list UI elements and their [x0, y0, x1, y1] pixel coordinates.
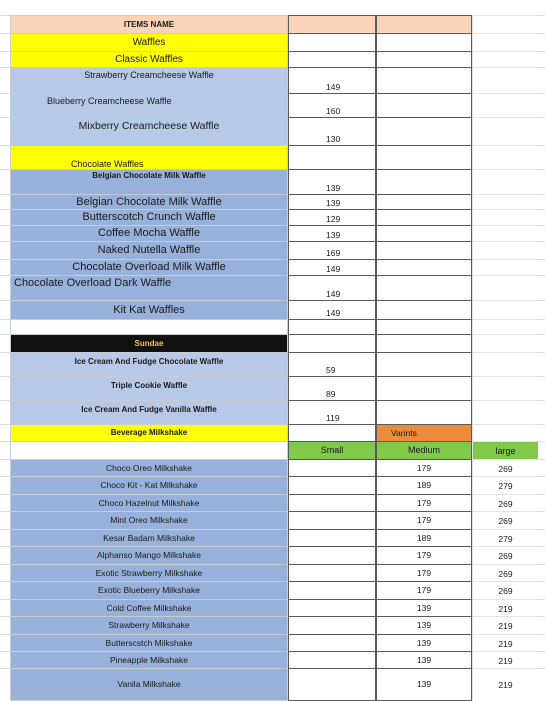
- cell-r25-c1: [288, 511, 376, 530]
- cell-r30-c2: 139: [376, 599, 472, 618]
- cell-r0-c3: [472, 15, 538, 34]
- cell-r19-c0: Ice Cream And Fudge Vanilla Waffle: [10, 400, 288, 425]
- cell-r9-c3: [472, 209, 538, 226]
- cell-r27-c3: 269: [472, 546, 538, 565]
- cell-r2-c2: [376, 51, 472, 68]
- cell-r34-c2: 139: [376, 668, 472, 701]
- cell-r30-c0: Cold Coffee Milkshake: [10, 599, 288, 618]
- cell-r10-c1: 139: [288, 225, 376, 242]
- cell-r27-c0: Alphanso Mango Milkshake: [10, 546, 288, 565]
- cell-r3-c1: 149: [288, 67, 376, 94]
- cell-r33-c2: 139: [376, 651, 472, 670]
- cell-r27-c1: [288, 546, 376, 565]
- cell-r30-c3: 219: [472, 599, 538, 618]
- cell-r28-c2: 179: [376, 564, 472, 583]
- cell-r1-c3: [472, 33, 538, 52]
- cell-r4-c0: Blueberry Creamcheese Waffle: [10, 93, 288, 118]
- cell-r23-c3: 279: [472, 476, 538, 495]
- cell-r2-c3: [472, 51, 538, 68]
- cell-r12-c1: 149: [288, 259, 376, 276]
- cell-r13-c0: Chocolate Overload Dark Waffle: [10, 275, 288, 301]
- cell-r7-c1: 139: [288, 169, 376, 195]
- cell-r16-c3: [472, 334, 538, 353]
- cell-r0-c2: [376, 15, 472, 34]
- cell-r9-c0: Butterscotch Crunch Waffle: [10, 209, 288, 226]
- cell-r14-c0: Kit Kat Waffles: [10, 300, 288, 320]
- cell-r12-c3: [472, 259, 538, 276]
- cell-r6-c2: [376, 145, 472, 170]
- cell-r19-c1: 119: [288, 400, 376, 425]
- cell-r25-c3: 269: [472, 511, 538, 530]
- cell-r29-c3: 269: [472, 581, 538, 600]
- cell-r20-c1: [288, 424, 376, 442]
- cell-r13-c3: [472, 275, 538, 301]
- cell-r11-c3: [472, 241, 538, 260]
- cell-r10-c2: [376, 225, 472, 242]
- cell-r5-c1: 130: [288, 117, 376, 146]
- cell-r29-c0: Exotic Blueberry Milkshake: [10, 581, 288, 600]
- cell-r15-c0: [10, 319, 288, 335]
- cell-r21-c0: [10, 441, 288, 460]
- cell-r18-c2: [376, 376, 472, 401]
- cell-r9-c2: [376, 209, 472, 226]
- cell-r3-c2: [376, 67, 472, 94]
- cell-r23-c0: Choco Kit - Kat Milkshake: [10, 476, 288, 495]
- cell-r22-c0: Choco Oreo Milkshake: [10, 459, 288, 478]
- cell-r17-c1: 59: [288, 352, 376, 377]
- cell-r15-c1: [288, 319, 376, 335]
- cell-r24-c2: 179: [376, 494, 472, 513]
- cell-r3-c0: Strawberry Creamcheese Waffle: [10, 67, 288, 94]
- cell-r9-c1: 129: [288, 209, 376, 226]
- cell-r23-c1: [288, 476, 376, 495]
- cell-r17-c3: [472, 352, 538, 377]
- cell-r1-c2: [376, 33, 472, 52]
- cell-r5-c0: Mixberry Creamcheese Waffle: [10, 117, 288, 146]
- cell-r8-c1: 139: [288, 194, 376, 210]
- cell-r8-c0: Belgian Chocolate Milk Waffle: [10, 194, 288, 210]
- cell-r29-c2: 179: [376, 581, 472, 600]
- cell-r32-c3: 219: [472, 634, 538, 653]
- cell-r26-c3: 279: [472, 529, 538, 548]
- cell-r7-c0: Belgian Chocolate Milk Waffle: [10, 169, 288, 195]
- cell-r31-c0: Strawberry Milkshake: [10, 616, 288, 635]
- cell-r21-c2: Medium: [376, 441, 472, 460]
- cell-r11-c1: 169: [288, 241, 376, 260]
- cell-r28-c3: 269: [472, 564, 538, 583]
- cell-r31-c3: 219: [472, 616, 538, 635]
- cell-r17-c0: Ice Cream And Fudge Chocolate Waffle: [10, 352, 288, 377]
- cell-r7-c3: [472, 169, 538, 195]
- cell-r24-c0: Choco Hazelnut Milkshake: [10, 494, 288, 513]
- cell-r16-c1: [288, 334, 376, 353]
- cell-r11-c0: Naked Nutella Waffle: [10, 241, 288, 260]
- cell-r20-c0: Beverage Milkshake: [10, 424, 288, 442]
- cell-r32-c2: 139: [376, 634, 472, 653]
- cell-r22-c2: 179: [376, 459, 472, 478]
- cell-r11-c2: [376, 241, 472, 260]
- cell-r20-c2: Varints: [376, 424, 472, 442]
- cell-r13-c2: [376, 275, 472, 301]
- cell-r14-c1: 149: [288, 300, 376, 320]
- cell-r8-c2: [376, 194, 472, 210]
- cell-r19-c2: [376, 400, 472, 425]
- cell-r16-c2: [376, 334, 472, 353]
- cell-r0-c1: [288, 15, 376, 34]
- cell-r3-c3: [472, 67, 538, 94]
- cell-r4-c1: 160: [288, 93, 376, 118]
- cell-r28-c0: Exotic Strawberry Milkshake: [10, 564, 288, 583]
- cell-r25-c0: Mint Oreo Milkshake: [10, 511, 288, 530]
- cell-r33-c0: Pineapple Milkshake: [10, 651, 288, 670]
- cell-r6-c0: Chocolate Waffles: [10, 145, 288, 170]
- cell-r19-c3: [472, 400, 538, 425]
- cell-r13-c1: 149: [288, 275, 376, 301]
- cell-r1-c0: Waffles: [10, 33, 288, 52]
- cell-r7-c2: [376, 169, 472, 195]
- cell-r22-c3: 269: [472, 459, 538, 478]
- cell-r15-c2: [376, 319, 472, 335]
- cell-r17-c2: [376, 352, 472, 377]
- cell-r14-c3: [472, 300, 538, 320]
- cell-r24-c3: 269: [472, 494, 538, 513]
- cell-r2-c0: Classic Waffles: [10, 51, 288, 68]
- cell-r5-c2: [376, 117, 472, 146]
- cell-r26-c0: Kesar Badam Milkshake: [10, 529, 288, 548]
- cell-r15-c3: [472, 319, 538, 335]
- cell-r10-c0: Coffee Mocha Waffle: [10, 225, 288, 242]
- cell-r14-c2: [376, 300, 472, 320]
- cell-r18-c0: Triple Cookie Waffle: [10, 376, 288, 401]
- cell-r6-c3: [472, 145, 538, 170]
- cell-r27-c2: 179: [376, 546, 472, 565]
- cell-r4-c3: [472, 93, 538, 118]
- cell-r12-c2: [376, 259, 472, 276]
- cell-r34-c3: 219: [472, 668, 538, 701]
- cell-r1-c1: [288, 33, 376, 52]
- cell-r21-c3: large: [472, 441, 538, 460]
- cell-r31-c2: 139: [376, 616, 472, 635]
- cell-r21-c1: Small: [288, 441, 376, 460]
- cell-r33-c3: 219: [472, 651, 538, 670]
- cell-r20-c3: [472, 424, 538, 442]
- cell-r32-c0: Butterscstch Milkshake: [10, 634, 288, 653]
- cell-r8-c3: [472, 194, 538, 210]
- cell-r34-c1: [288, 668, 376, 701]
- cell-r2-c1: [288, 51, 376, 68]
- cell-r12-c0: Chocolate Overload Milk Waffle: [10, 259, 288, 276]
- cell-r25-c2: 179: [376, 511, 472, 530]
- cell-r4-c2: [376, 93, 472, 118]
- cell-r34-c0: Vanila Milkshake: [10, 668, 288, 701]
- cell-r26-c2: 189: [376, 529, 472, 548]
- cell-r18-c3: [472, 376, 538, 401]
- cell-r5-c3: [472, 117, 538, 146]
- cell-r18-c1: 89: [288, 376, 376, 401]
- cell-r29-c1: [288, 581, 376, 600]
- cell-r0-c0: ITEMS NAME: [10, 15, 288, 34]
- cell-r16-c0: Sundae: [10, 334, 288, 353]
- cell-r31-c1: [288, 616, 376, 635]
- cell-r10-c3: [472, 225, 538, 242]
- cell-r6-c1: [288, 145, 376, 170]
- cell-r23-c2: 189: [376, 476, 472, 495]
